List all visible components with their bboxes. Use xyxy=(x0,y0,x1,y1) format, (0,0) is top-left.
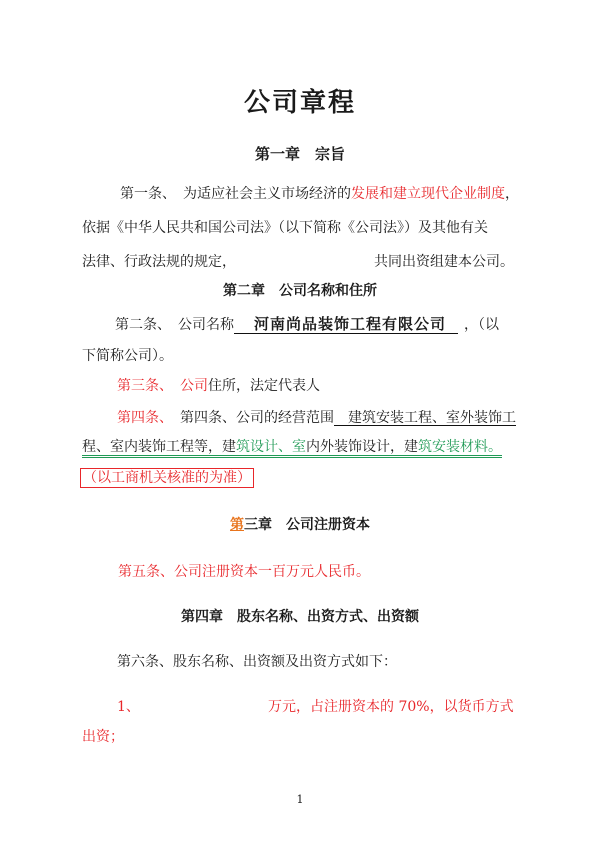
article-2-label: 第二条、 公司名称 xyxy=(115,317,234,333)
company-name: 河南尚品装饰工程有限公司 xyxy=(234,315,458,334)
article-2-tail: ，（以 xyxy=(464,317,500,333)
item-1-number: 1、 xyxy=(117,699,140,715)
article-1-line-2: 依据《中华人民共和国公司法》（以下简称《公司法》）及其他有关 xyxy=(82,220,488,236)
article-2-line-1 xyxy=(115,314,499,335)
article-4-line-3 xyxy=(80,468,254,488)
item-1-text: 万元，占注册资本的 70%，以货币方式 xyxy=(268,699,514,715)
article-4-line-2 xyxy=(82,437,502,457)
article-4-label: 第四条、 xyxy=(117,410,166,426)
article-1-line-3b: 共同出资组建本公司。 xyxy=(374,254,514,270)
item-1-continuation: 出资； xyxy=(82,729,124,745)
document-title: 公司章程 xyxy=(243,88,356,118)
article-4-note: （以工商机关核准的为准） xyxy=(80,468,254,488)
article-1-comma: ， xyxy=(505,186,519,202)
article-1-text: 第一条、 为适应社会主义市场经济的 xyxy=(120,186,351,202)
article-3-line xyxy=(117,376,320,396)
article-4-scope-cont: 程、室内装饰工程等，建 xyxy=(82,439,236,455)
article-5-line: 第五条、公司注册资本一百万元人民币。 xyxy=(118,564,370,580)
chapter-3-heading xyxy=(0,514,600,534)
article-4-design-cont: 内外装饰设计，建 xyxy=(306,439,418,455)
article-4-scope: 建筑安装工程、室外装饰工 xyxy=(334,410,516,426)
article-1-line-3a: 法律、行政法规的规定， xyxy=(82,254,236,270)
page-number: 1 xyxy=(296,793,304,806)
chapter-3-title: 三章 公司注册资本 xyxy=(244,517,370,533)
article-6-line: 第六条、股东名称、出资额及出资方式如下： xyxy=(117,654,397,670)
article-3-label: 第三条、 xyxy=(117,378,166,394)
article-3-text: 住所，法定代表人 xyxy=(208,378,320,394)
chapter-1-heading: 第一章 宗旨 xyxy=(254,145,345,163)
article-1-highlight: 发展和建立现代企业制度 xyxy=(351,186,505,202)
chapter-3-mark: 第 xyxy=(230,517,244,533)
article-4-line-1 xyxy=(117,408,516,428)
chapter-2-heading: 第二章 公司名称和住所 xyxy=(223,283,377,299)
article-4-underlined-range xyxy=(82,439,502,458)
article-1-line-1 xyxy=(120,184,519,204)
article-4-materials: 筑安装材料。 xyxy=(418,439,502,455)
article-4-text: 第四条、公司的经营范围 xyxy=(166,410,334,426)
article-4-design: 筑设计、室 xyxy=(236,439,306,455)
article-2-line-2: 下简称公司）。 xyxy=(82,348,173,364)
chapter-4-heading: 第四章 股东名称、出资方式、出资额 xyxy=(181,609,419,625)
article-3-company: 公司 xyxy=(166,378,208,394)
